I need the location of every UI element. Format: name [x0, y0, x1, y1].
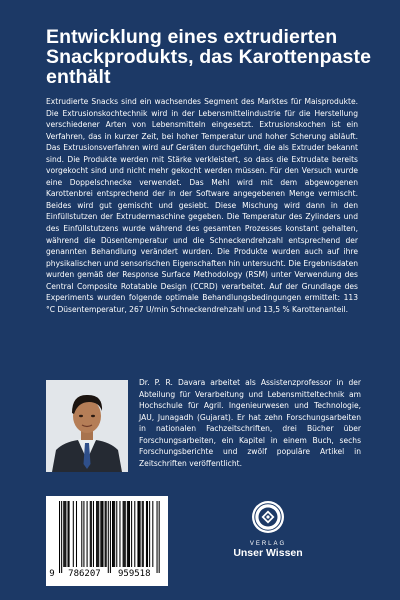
barcode-bar	[124, 501, 125, 567]
barcode-bar	[112, 501, 113, 567]
isbn-barcode	[46, 496, 168, 586]
barcode-bar	[125, 501, 126, 567]
publisher-seal-icon	[251, 500, 285, 534]
barcode-bar	[93, 501, 94, 567]
barcode-bar	[101, 501, 102, 567]
barcode-bar	[61, 501, 62, 573]
barcode-bar	[100, 501, 101, 567]
barcode-bar	[140, 501, 141, 567]
barcode-bar	[142, 501, 143, 567]
barcode-bar	[131, 501, 132, 567]
barcode-bar	[152, 501, 153, 567]
barcode-bar	[59, 501, 60, 573]
publisher-name: Unser Wissen	[233, 547, 303, 559]
barcode-bar	[108, 501, 109, 573]
barcode-bar	[137, 501, 138, 567]
barcode-bar	[146, 501, 147, 567]
barcode-bar	[90, 501, 91, 567]
barcode-bar	[116, 501, 117, 567]
barcode-bar	[73, 501, 74, 567]
barcode-bar	[128, 501, 129, 567]
barcode-bar	[64, 501, 65, 567]
publisher-verlag-label: VERLAG	[249, 541, 287, 547]
barcode-bar	[91, 501, 92, 567]
barcode-bar	[149, 501, 150, 567]
barcode-bar	[127, 501, 128, 567]
barcode-bar	[113, 501, 114, 567]
barcode-bar	[123, 501, 124, 567]
barcode-bar	[102, 501, 103, 567]
barcode-bar	[83, 501, 84, 567]
barcode-digits: 786207	[68, 569, 101, 579]
barcode-bar	[139, 501, 140, 567]
barcode-bar	[87, 501, 88, 567]
book-title: Entwicklung eines extrudierten Snackprodukts, das Karottenpaste enthält	[46, 26, 372, 88]
barcode-bar	[96, 501, 97, 567]
barcode-bar	[134, 501, 135, 567]
barcode-bar	[76, 501, 77, 567]
barcode-graphic	[46, 496, 168, 586]
barcode-bar	[114, 501, 115, 567]
barcode-bar	[69, 501, 70, 567]
barcode-bar	[119, 501, 120, 567]
barcode-bar	[65, 501, 66, 567]
barcode-bar	[97, 501, 98, 567]
barcode-bar	[157, 501, 158, 573]
barcode-digits: 959518	[118, 569, 151, 579]
book-abstract: Extrudierte Snacks sind ein wachsendes Segment des Marktes für Maisprodukte. Die Extrusionskochtechnik wird in der Lebensmittelindustrie für die Herstellung verschiedener Arten von Lebensmitteln eingesetzt. Extrusionskochen ist ein Verfahren, das in kurzer Zeit, bei hoher Temperatur und hoher Scherung abläuft. Das Extrusionsverfahren wird auf Geräten durchgeführt, die als Extruder bekannt sind. Die Produkte werden mit Stärke verkleistert, so dass die Extrudate bereits vorgekocht sind und nicht mehr gekocht werden müssen. Für den Versuch wurde eine Doppelschnecke verwendet. Das Mehl wird mit dem abgewogenen Karottenbrei entsprechend der in der Software angegebenen Menge vermischt. Beides wird gut gemischt und gesiebt. Diese Mischung wird dann in den Einfüllstutzen der Extrudermaschine gegeben. Die Temperatur des Zylinders und des Einfüllstutzens wurde während des gesamten Prozesses konstant gehalten, während die Düsentemperatur und die Schneckendrehzahl entsprechend der genannten Behandlung verändert wurden. Die Produkte wurden auch auf ihre physikalischen und sensorischen Eigenschaften hin untersucht. Die Ergebnisdaten wurden gemäß der Response Surface Methodology (RSM) unter Verwendung des Central Composite Rotatable Design (CCRD) verarbeitet. Auf der Grundlage des Experiments wurden folgende optimale Behandlungsbedingungen ermittelt: 113 °C Düsentemperatur, 267 U/min Schneckendrehzahl und 13,5 % Karottenanteil.	[46, 97, 358, 314]
barcode-digits: 9	[49, 569, 55, 579]
author-bio: Dr. P. R. Davara arbeitet als Assistenzprofessor in der Abteilung für Verarbeitung und Lebensmitteltechnik am Hochschule für Agril. Ingenieurwesen und Technologie, JAU, Junagadh (Gujarat). Er hat zehn Forschungsarbeiten in nationalen Fachzeitschriften, drei Bücher über Forschungsarbeiten, ein Kapitel in einem Buch, sechs Forschungsberichte und zwölf populäre Artikel in Zeitschriften veröffentlicht.	[139, 378, 361, 468]
barcode-bar	[67, 501, 68, 567]
author-portrait-icon	[46, 380, 128, 472]
barcode-bar	[110, 501, 111, 573]
barcode-bar	[81, 501, 82, 567]
barcode-bar	[159, 501, 160, 573]
barcode-bar	[129, 501, 130, 567]
barcode-bar	[105, 501, 106, 567]
barcode-bar	[143, 501, 144, 567]
barcode-bar	[106, 501, 107, 567]
barcode-bar	[98, 501, 99, 567]
publisher-logo	[226, 500, 310, 570]
barcode-bar	[147, 501, 148, 567]
author-photo	[46, 380, 128, 472]
barcode-bar	[63, 501, 64, 567]
